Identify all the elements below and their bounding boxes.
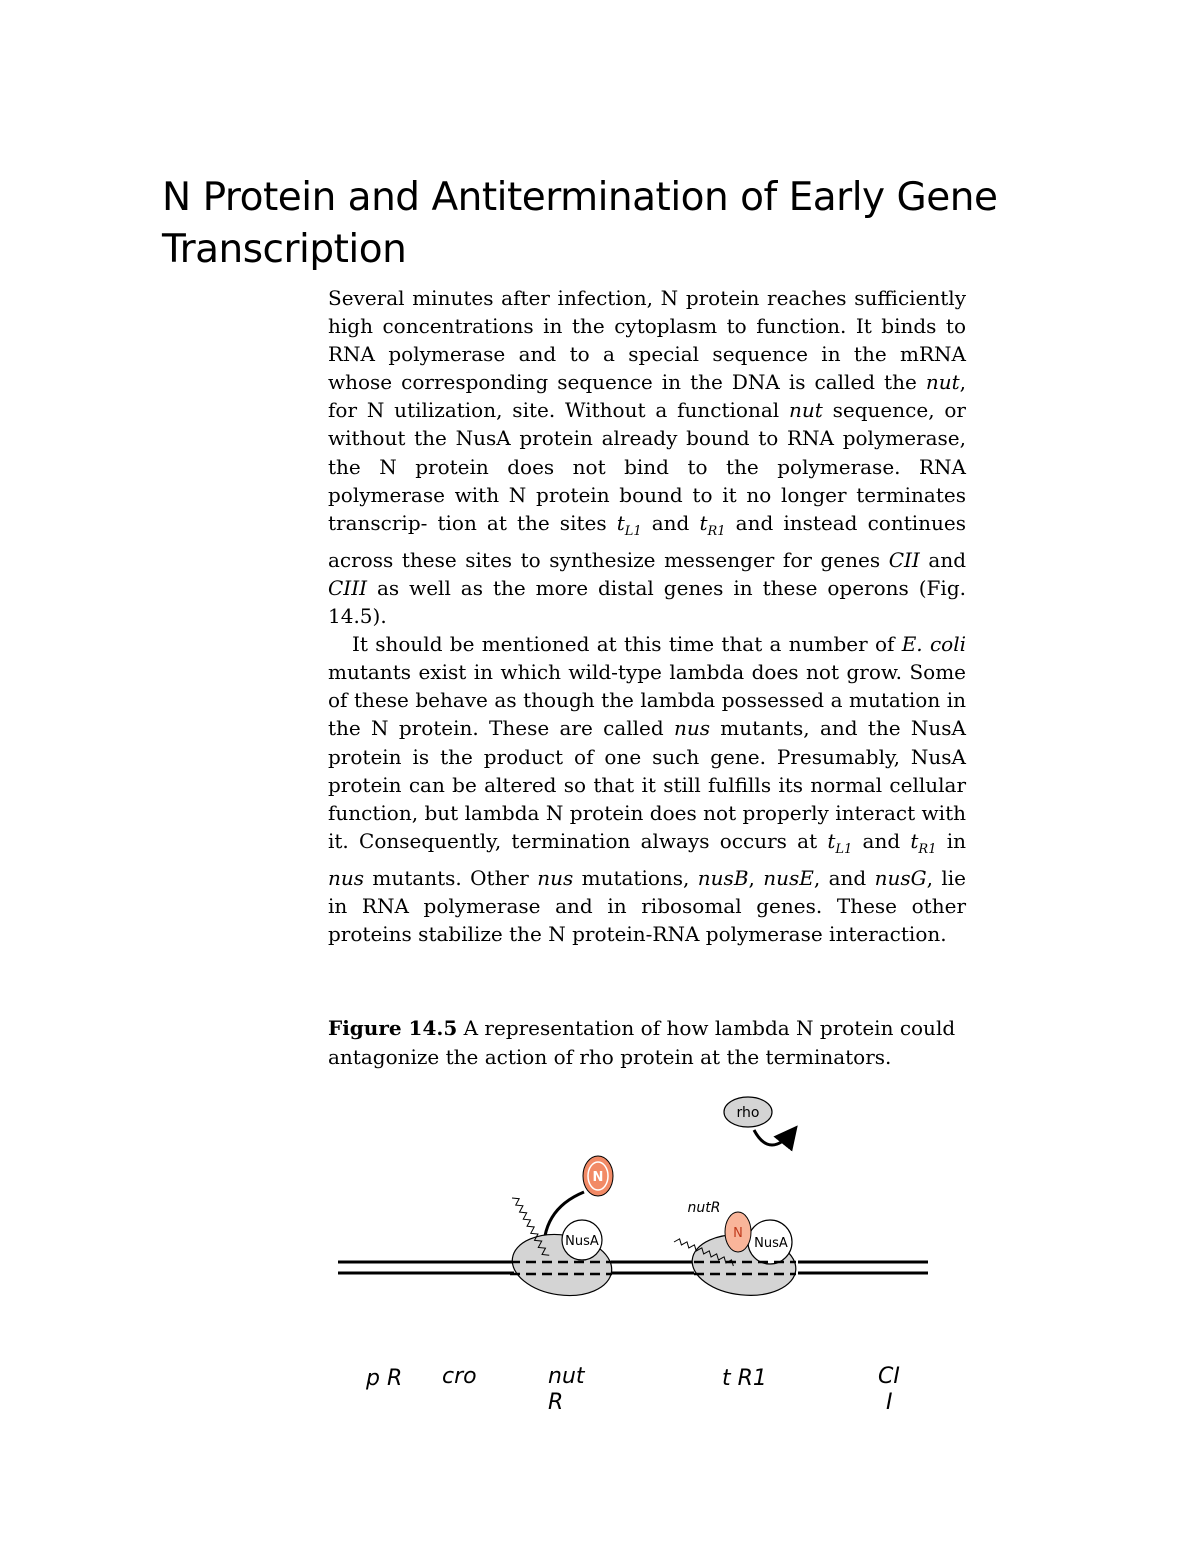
gene-label-ci-i: I [886, 1390, 893, 1415]
rho-protein [724, 1097, 794, 1145]
figure-label: Figure 14.5 [328, 1016, 458, 1040]
svg-text:NusA: NusA [754, 1236, 788, 1251]
polymerase-complex-1 [508, 1195, 615, 1301]
svg-text:N: N [592, 1170, 604, 1185]
figure-caption-text: A representation of how lambda N protein could antagonize the action of rho protein at the terminators. [328, 1016, 956, 1069]
gene-label-ci: CI [878, 1364, 900, 1389]
gene-label-nut-r: R [548, 1390, 564, 1415]
gene-label-nut: nut [548, 1364, 585, 1389]
paragraph-2: It should be mentioned at this time that a number of E. coli mutants exist in which wild-type lambda does not grow. Some of these behave as though the lambda possessed a mutation in the N protein. These are called nus mutants, and the NusA protein is the product of one such gene. Presumably, NusA protein can be altered so that it still fulfills its normal cellular function, but lambda N protein does not properly interact with it. Consequently, termination always occurs at $t_{L1}$ and $t_{R1}$ in nus mutants. Other nus mutations, nusB, nusE, and nusG, lie in RNA polymerase and in ribosomal genes. These other proteins stabilize the N protein-RNA polymerase interaction. [328, 632, 966, 947]
polymerase-complex-2 [674, 1200, 799, 1300]
page-title: N Protein and Antitermination of Early Gene Transcription [162, 175, 998, 272]
gene-label-cro: cro [442, 1364, 477, 1389]
rho-release-arrow [754, 1130, 794, 1145]
svg-text:N: N [733, 1226, 743, 1241]
dna-strands [338, 1262, 928, 1273]
svg-text:nutR: nutR [687, 1200, 721, 1216]
figure-caption [328, 1014, 958, 1071]
gene-label-pr: p R [366, 1366, 403, 1391]
svg-text:NusA: NusA [565, 1234, 599, 1249]
figure-diagram [330, 1090, 940, 1420]
diagram-svg [330, 1090, 940, 1420]
body-text [328, 284, 966, 948]
gene-label-tr1: t R1 [722, 1366, 767, 1391]
svg-text:rho: rho [736, 1105, 760, 1121]
paragraph-1: Several minutes after infection, N protein reaches sufficiently high concentrations in the cytoplasm to function. It binds to RNA polymerase and to a special sequence in the mRNA whose corresponding sequence in the DNA is called the nut, for N utilization, site. Without a functional nut sequence, or without the NusA protein already bound to RNA polymerase, the N protein does not bind to the polymerase. RNA polymerase with N protein bound to it no longer terminates transcrip- tion at the sites $t_{L1}$ and $t_{R1}$ and instead continues across these sites to synthesize messenger for genes CII and CIII as well as the more distal genes in these operons (Fig. 14.5). [328, 286, 966, 629]
